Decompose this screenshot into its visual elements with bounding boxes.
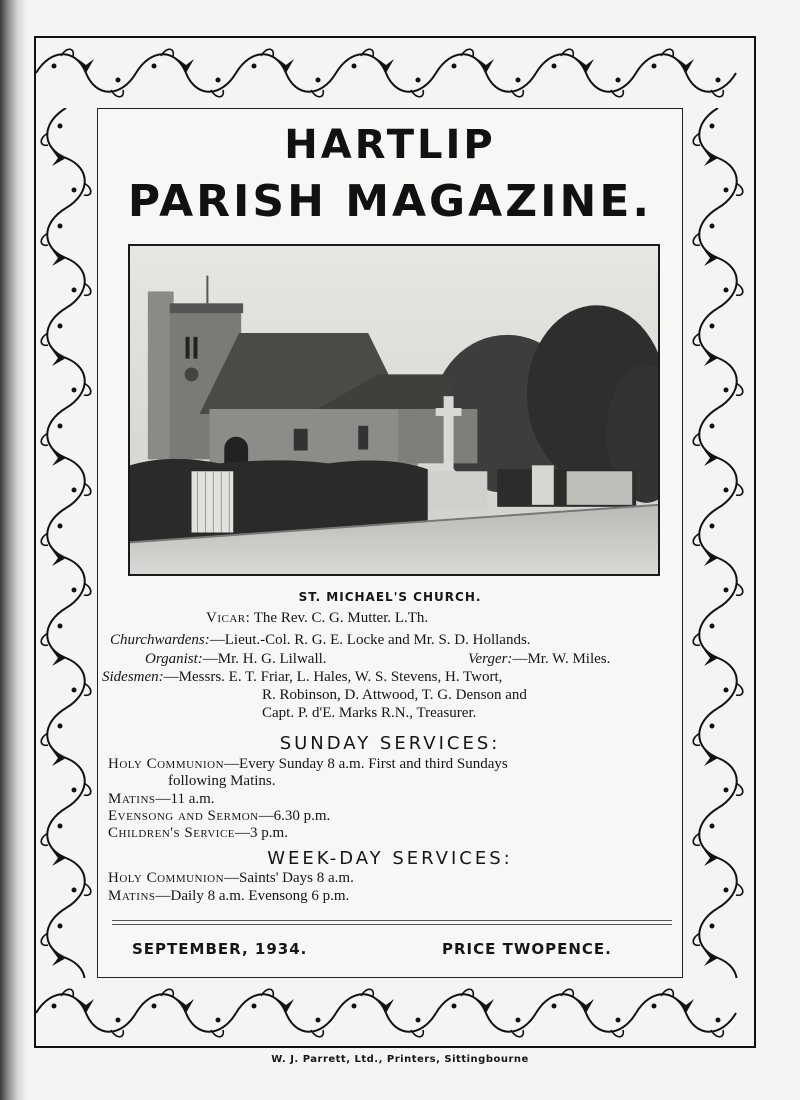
churchwardens-line: [110, 632, 531, 649]
printer-credit: W. J. Parrett, Ltd., Printers, Sittingbourne: [271, 1054, 529, 1065]
issue-price: PRICE TWOPENCE.: [442, 940, 612, 958]
sunday-matins-value: —11 a.m.: [155, 791, 215, 807]
page-binding-shadow: [0, 0, 28, 1100]
sunday-evensong-label: Evensong and Sermon: [108, 808, 259, 824]
sunday-hc-label: Holy Communion: [108, 756, 225, 772]
weekday-matins-value: —Daily 8 a.m. Evensong 6 p.m.: [155, 888, 350, 904]
vicar-value: The Rev. C. G. Mutter. L.Th.: [253, 610, 429, 626]
ornament-top: [36, 38, 754, 108]
issue-date: SEPTEMBER, 1934.: [132, 940, 308, 958]
sunday-services-heading: SUNDAY SERVICES:: [279, 733, 501, 754]
verger-line: [468, 651, 610, 668]
weekday-matins-label: Matins: [108, 888, 156, 904]
sunday-holy-communion: [108, 756, 508, 773]
vicar-line: [206, 610, 428, 627]
weekday-hc-value: —Saints' Days 8 a.m.: [224, 870, 354, 886]
weekday-services-heading: WEEK-DAY SERVICES:: [267, 848, 513, 869]
verger-label: Verger:: [468, 651, 513, 667]
sidesmen-line-2: R. Robinson, D. Attwood, T. G. Denson and: [262, 687, 527, 703]
organist-value: —Mr. H. G. Lilwall.: [202, 651, 327, 667]
sunday-childrens-service: [108, 825, 288, 842]
churchwardens-value: —Lieut.-Col. R. G. E. Locke and Mr. S. D. Hollands.: [209, 632, 531, 648]
sidesmen-value-1: —Messrs. E. T. Friar, L. Hales, W. S. Stevens, H. Twort,: [163, 669, 503, 685]
ornament-left: [36, 108, 97, 978]
ornament-right: [683, 108, 754, 978]
weekday-matins: [108, 888, 349, 905]
sunday-hc-value: —Every Sunday 8 a.m. First and third Sundays: [224, 756, 508, 772]
ornament-bottom: [36, 978, 754, 1046]
verger-value: —Mr. W. Miles.: [512, 651, 611, 667]
sunday-evensong-value: —6.30 p.m.: [258, 808, 331, 824]
sidesmen-line: [102, 669, 502, 686]
sidesmen-line-3: Capt. P. d'E. Marks R.N., Treasurer.: [262, 705, 477, 721]
sunday-matins-label: Matins: [108, 791, 156, 807]
sunday-children-label: Children's Service: [108, 825, 236, 841]
sunday-evensong: [108, 808, 330, 825]
organist-line: [145, 651, 327, 668]
sunday-matins: [108, 791, 215, 808]
sunday-children-value: —3 p.m.: [235, 825, 288, 841]
churchwardens-label: Churchwardens:: [110, 632, 210, 648]
footer-rule: [112, 920, 672, 925]
organist-label: Organist:: [145, 651, 203, 667]
weekday-holy-communion: [108, 870, 354, 887]
weekday-hc-label: Holy Communion: [108, 870, 225, 886]
photo-caption: ST. MICHAEL'S CHURCH.: [298, 590, 482, 604]
magazine-title-line2: PARISH MAGAZINE.: [127, 176, 653, 227]
sunday-hc-continued: following Matins.: [168, 773, 276, 789]
vicar-label: Vicar:: [206, 610, 251, 626]
church-photo: [128, 244, 660, 576]
magazine-title-line1: HARTLIP: [284, 122, 496, 168]
sidesmen-label: Sidesmen:: [102, 669, 164, 685]
